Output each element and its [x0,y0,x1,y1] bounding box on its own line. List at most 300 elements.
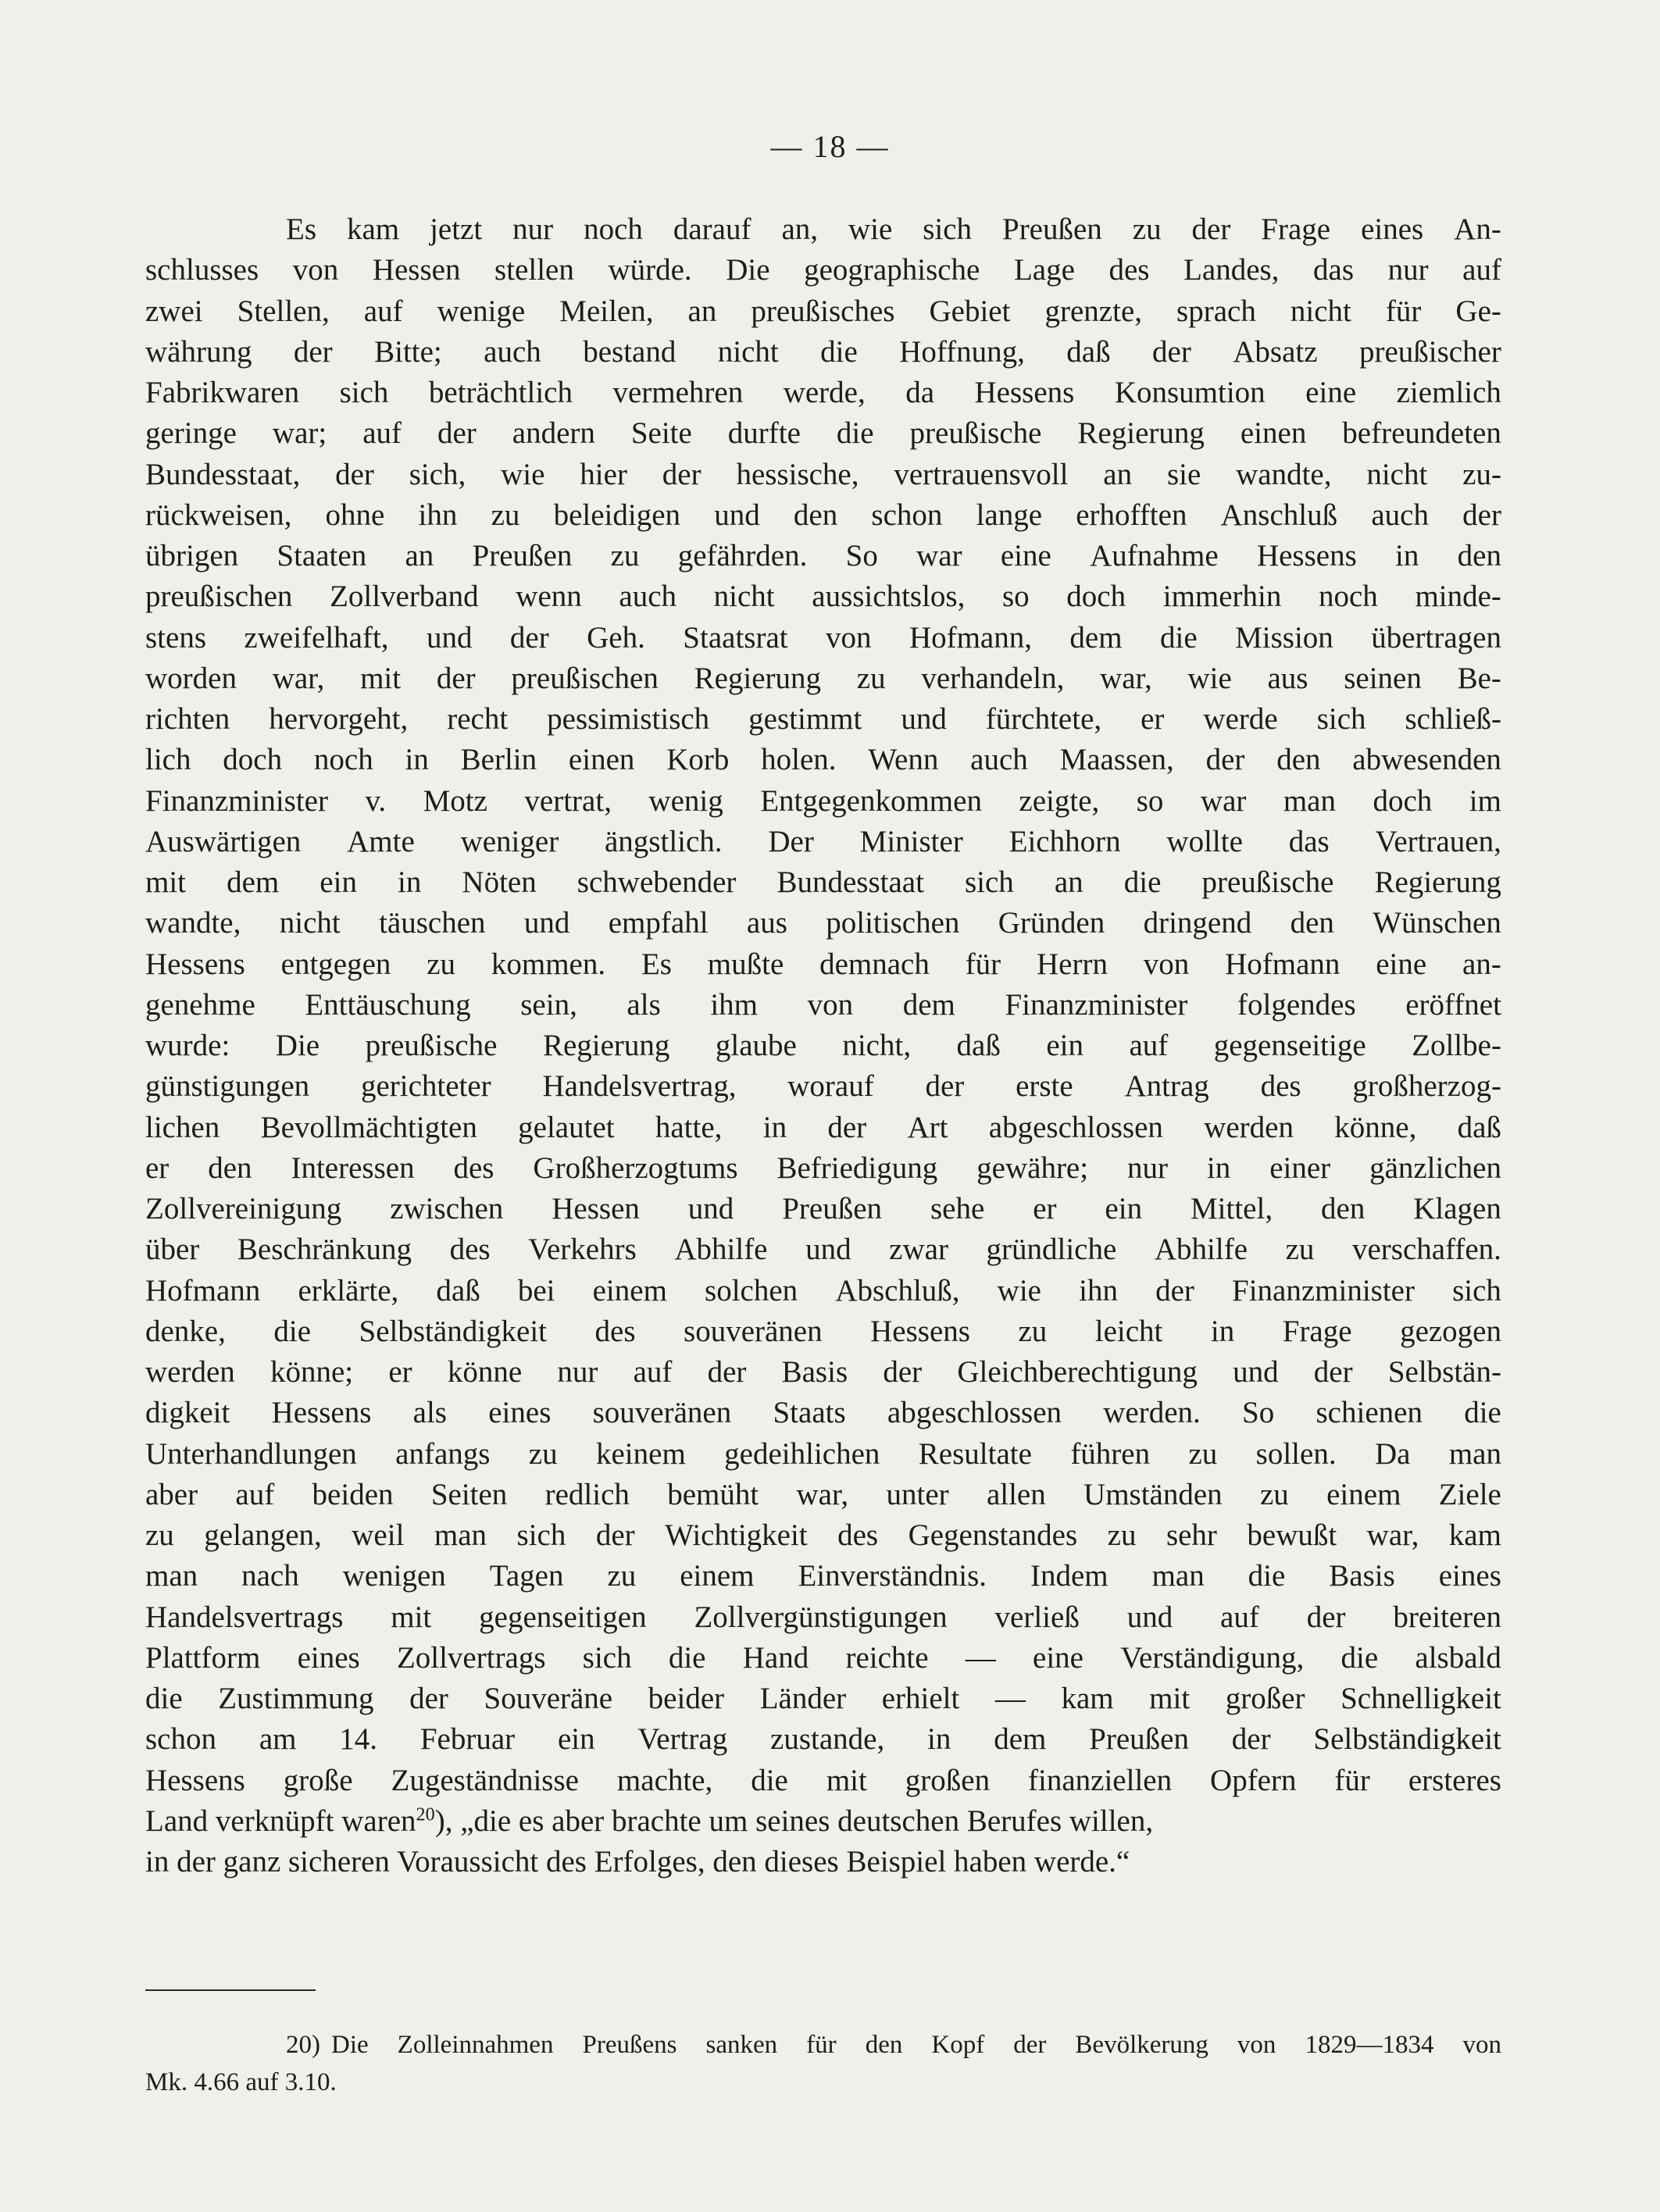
word: lichen [145,1110,220,1144]
word: auch [484,334,541,369]
word: worauf [787,1069,874,1104]
word: Gegenstandes [908,1518,1078,1552]
word: dem [227,865,280,899]
word: hier [580,457,627,491]
word: er [1033,1192,1057,1226]
word: schon [871,498,943,532]
word: Landes, [1183,253,1280,287]
word: dringend [1143,906,1252,940]
word: Regierung [542,1029,670,1062]
footnote-reference: 20 [416,1803,435,1825]
word: Verständigung, [1120,1640,1305,1675]
word: nur [1387,253,1429,287]
word: auch [1371,498,1429,532]
word: Handelsvertrags [145,1600,344,1634]
word: an- [1462,947,1501,981]
text-line [145,903,1501,944]
word: und [687,1192,734,1226]
word: Antrag [1124,1069,1209,1104]
word: Hessens [271,1396,372,1430]
word: — [994,1682,1026,1715]
word: zu [1107,1518,1137,1552]
word: ein [320,865,357,899]
word: demnach [819,947,930,981]
word: breiteren [1393,1600,1501,1634]
word: Zustimmung [218,1682,374,1715]
word: Vertrauen, [1375,824,1501,858]
word: könne, [1334,1110,1417,1144]
word: man [1283,783,1336,818]
word: der [1205,743,1245,777]
word: nach [241,1559,299,1593]
word: Zollverband [330,580,479,614]
word: Abhilfe [1154,1233,1248,1267]
word: die [273,1314,312,1348]
word: nur [557,1355,598,1389]
word: verschaffen. [1351,1233,1501,1267]
word: in [762,1110,787,1144]
word: solchen [705,1273,798,1308]
word: ihn [1079,1273,1118,1308]
word: von [826,620,872,655]
word: war; [272,416,327,451]
word: dem [902,987,955,1022]
word: Hessen [552,1192,640,1226]
word: Hofmann [1225,947,1340,981]
word: sich [923,212,973,246]
word: Opfern [1210,1763,1297,1797]
word: den [208,1151,252,1185]
word: Selbständigkeit [1313,1722,1501,1757]
word: wie [997,1273,1041,1308]
text-line [145,1556,1501,1597]
footnote-divider [145,1989,316,1991]
word: Tagen [489,1559,564,1593]
word: empfahl [608,906,709,940]
word: in [1210,1314,1235,1348]
word: als [412,1396,447,1430]
word: kam [1061,1682,1114,1715]
word: auch [619,580,677,614]
word: gezogen [1400,1314,1501,1348]
word: Be- [1457,661,1501,695]
word: mit [1149,1682,1191,1715]
word: Hessens [145,947,245,981]
word: Vertrag [637,1722,728,1757]
word: sich [1452,1273,1501,1308]
footnote [145,2026,1501,2101]
word: Amte [347,824,415,858]
word: werden [1204,1110,1294,1144]
word: kam [1448,1518,1501,1552]
word: zu [1018,1314,1048,1348]
word: geringe [145,416,237,451]
word: sprach [1176,294,1256,328]
word: der [436,661,476,695]
word: daß [1457,1110,1501,1144]
word: zu [856,661,886,695]
word: So [845,539,878,573]
note-line-after: ), „die es aber brachte um seines deutschen Berufes willen, [434,1803,1154,1838]
word: wollte [1166,824,1243,858]
word: preußische [365,1029,498,1062]
word: ihn [418,498,458,532]
word: an [1103,457,1133,491]
word: Zollvereinigung [145,1192,342,1226]
word: ein [557,1722,595,1757]
word: denke, [145,1314,226,1348]
word: An- [1454,212,1501,246]
text-line [145,1271,1501,1311]
page-number: — 18 — [770,129,890,164]
word: Zollbe- [1412,1029,1501,1062]
word: Preußen [1002,212,1102,246]
word: bewußt [1247,1518,1337,1552]
word: des [449,1233,491,1267]
word: preußischen [511,661,659,695]
word: den [1321,1192,1365,1226]
footnote-text-1: Die Zolleinnahmen Preußens sanken für den Kopf der Bevölkerung von 1829—1834 von [331,2031,1501,2059]
word: Hofmann, [909,620,1032,655]
word: mußte [707,947,784,981]
word: den [1457,539,1501,573]
word: Hessens [1256,539,1357,573]
word: vermehren [612,376,744,409]
word: der [707,1355,747,1389]
word: auf [1462,253,1501,287]
text-line [145,1026,1501,1066]
word: Seiten [430,1477,508,1511]
word: übertragen [1371,620,1501,655]
word: Mission [1235,620,1333,655]
word: von [807,987,854,1022]
word: richten [145,702,230,736]
word: der [1306,1600,1346,1634]
word: Herrn [1037,947,1108,981]
word: er [145,1151,170,1185]
word: die [836,416,874,451]
text-line [145,413,1501,454]
word: nicht [279,906,341,940]
word: Geh. [587,620,645,655]
footnote-number: 20) [286,2031,320,2059]
word: Abschluß, [835,1273,960,1308]
word: und [901,702,947,736]
word: weniger [460,824,559,858]
word: war [1200,783,1247,818]
word: keinem [596,1436,686,1471]
word: Hessens [870,1314,970,1348]
text-line [145,944,1501,985]
word: der [827,1110,867,1144]
word: der [1231,1722,1271,1757]
word: wenn [516,580,582,614]
word: abgeschlossen [887,1396,1062,1430]
word: großer [1225,1682,1305,1715]
word: daß [956,1029,1001,1062]
word: Minister [859,824,963,858]
word: Umständen [1083,1477,1223,1511]
word: der [437,416,477,451]
word: auf [363,294,403,328]
word: des [1260,1069,1301,1104]
word: Finanzminister [145,783,328,818]
text-line [145,536,1501,576]
word: Mittel, [1191,1192,1273,1226]
word: Verkehrs [528,1233,637,1267]
word: nicht, [842,1029,912,1062]
word: schienen [1316,1396,1423,1430]
word: doch [223,743,283,777]
word: verließ [994,1600,1080,1634]
word: der [509,620,549,655]
word: für [1385,294,1422,328]
word: in [927,1722,951,1757]
word: Regierung [1374,865,1501,899]
word: daß [436,1273,480,1308]
word: die [751,1763,788,1797]
word: könne [447,1355,523,1389]
word: des [1108,253,1150,287]
word: Frage [1261,212,1331,246]
word: das [1288,824,1330,858]
word: schon [145,1722,216,1757]
word: er [1141,702,1165,736]
word: des [837,1518,879,1552]
word: wenigen [342,1559,446,1593]
word: wie [501,457,545,491]
word: zu [1285,1233,1315,1267]
word: Klagen [1413,1192,1501,1226]
word: zeigte, [1019,783,1100,818]
word: Staats [773,1396,846,1430]
word: die [820,334,858,369]
word: großen [905,1763,991,1797]
word: ein [1046,1029,1083,1062]
word: den [1290,906,1334,940]
word: politischen [826,906,960,940]
word: zu [145,1518,174,1552]
word: der [293,334,333,369]
word: Es [641,947,672,981]
word: eröffnet [1405,987,1501,1022]
text-line [145,1229,1501,1270]
word: gewähre; [976,1151,1089,1185]
word: Hessens [974,376,1075,409]
word: des [453,1151,494,1185]
word: worden [145,661,237,695]
text-line [145,495,1501,536]
word: v. [365,783,387,818]
footnote-line-2 [145,2064,1501,2101]
word: Gleichberechtigung [957,1355,1198,1389]
word: Zollvertrags [396,1640,546,1675]
word: Entgegenkommen [760,783,982,818]
word: sich, [409,457,466,491]
word: an [687,294,717,328]
word: in [405,743,429,777]
word: zustande, [770,1722,885,1757]
word: und [523,906,570,940]
word: alsbald [1415,1640,1501,1675]
word: hessische, [736,457,859,491]
word: übrigen [145,539,239,573]
word: eines [1361,212,1424,246]
word: der [409,1682,448,1715]
word: beträchtlich [428,376,573,409]
word: gelangen, [204,1518,322,1552]
word: zu [427,947,456,981]
word: lich [145,743,191,777]
word: die [1340,1640,1379,1675]
word: man [1151,1559,1205,1593]
word: kommen. [491,947,606,981]
word: an [405,539,434,573]
word: darauf [673,212,751,246]
word: einem [680,1559,755,1593]
word: der [1155,1273,1194,1308]
word: Preußen [1089,1722,1189,1757]
word: günstigungen [145,1069,310,1104]
word: zwar [889,1233,948,1267]
word: rückweisen, [145,498,292,532]
word: Resultate [918,1436,1032,1471]
word: Art [907,1110,948,1144]
text-line [145,1515,1501,1556]
text-line [145,1719,1501,1760]
word: als [627,987,661,1022]
word: Motz [423,783,487,818]
word: geographische [804,253,980,287]
word: zu [1132,212,1162,246]
word: Wünschen [1373,906,1501,940]
word: zwischen [390,1192,504,1226]
word: Hoffnung, [899,334,1025,369]
text-line [145,209,1501,250]
word: Finanzminister [1005,987,1188,1022]
text-line [145,576,1501,617]
text-line [145,822,1501,862]
word: grenzte, [1044,294,1143,328]
word: Länder [759,1682,847,1715]
word: Aufnahme [1090,539,1219,573]
word: zu [607,1559,637,1593]
text-line [145,618,1501,658]
text-line-closing [145,1842,1501,1882]
word: entgegen [280,947,391,981]
word: in [398,865,422,899]
word: beider [648,1682,725,1715]
word: so [1001,580,1030,614]
word: gänzlichen [1369,1151,1501,1185]
word: und [1233,1355,1279,1389]
word: noch [1319,580,1378,614]
text-line-with-note-ref [145,1801,1501,1842]
word: Beschränkung [237,1233,412,1267]
word: der [662,457,701,491]
word: mit [826,1763,867,1797]
word: eine [1305,376,1357,409]
word: eines [297,1640,360,1675]
word: minde- [1415,580,1501,614]
note-line-text [145,1801,1153,1842]
word: ohne [325,498,385,532]
text-line [145,699,1501,740]
word: in [1206,1151,1231,1185]
word: Auswärtigen [145,824,302,858]
word: Gebiet [929,294,1011,328]
word: Berlin [460,743,537,777]
word: des [594,1314,636,1348]
word: andern [512,416,595,451]
word: Es [286,212,316,246]
text-line [145,1393,1501,1433]
word: Wichtigkeit [665,1518,808,1552]
word: Unterhandlungen [145,1436,357,1471]
word: war, [1366,1518,1419,1552]
word: Wenn [868,743,939,777]
word: kam [346,212,400,246]
word: digkeit [145,1396,230,1430]
word: Preußen [472,539,573,573]
word: war, [796,1477,849,1511]
word: Bundesstaat [776,865,924,899]
word: Staaten [277,539,367,573]
word: dem [1069,620,1123,655]
text-line [145,1108,1501,1148]
word: Anschluß [1220,498,1338,532]
word: recht [447,702,509,736]
text-line [145,373,1501,413]
word: zwei [145,294,203,328]
text-line [145,1189,1501,1229]
text-line [145,250,1501,291]
word: der [1313,1355,1353,1389]
word: Souveräne [484,1682,613,1715]
word: in [1395,539,1419,573]
word: den [793,498,838,532]
word: Selbstän- [1387,1355,1501,1389]
text-line [145,740,1501,780]
word: wie [848,212,893,246]
word: ersteres [1408,1763,1501,1797]
word: sich [582,1640,632,1675]
word: und [1126,1600,1173,1634]
word: zu [491,498,520,532]
word: so [1136,783,1164,818]
word: Bundesstaat, [145,457,301,491]
word: Befriedigung [776,1151,938,1185]
word: Absatz [1233,334,1318,369]
text-line [145,781,1501,822]
word: seinen [1344,661,1422,695]
word: Bevollmächtigten [260,1110,477,1144]
word: reichte [845,1640,929,1675]
word: Hand [742,1640,809,1675]
word: nicht [717,334,779,369]
word: Plattform [145,1640,261,1675]
word: am [259,1722,297,1757]
footnote-line-1 [145,2026,1501,2064]
text-line [145,1434,1501,1475]
word: von [1143,947,1190,981]
word: nicht [1290,294,1351,328]
word: auf [633,1355,673,1389]
word: fürchtete, [985,702,1102,736]
word: sie [1166,457,1201,491]
word: und [714,498,760,532]
word: Regierung [1077,416,1205,451]
